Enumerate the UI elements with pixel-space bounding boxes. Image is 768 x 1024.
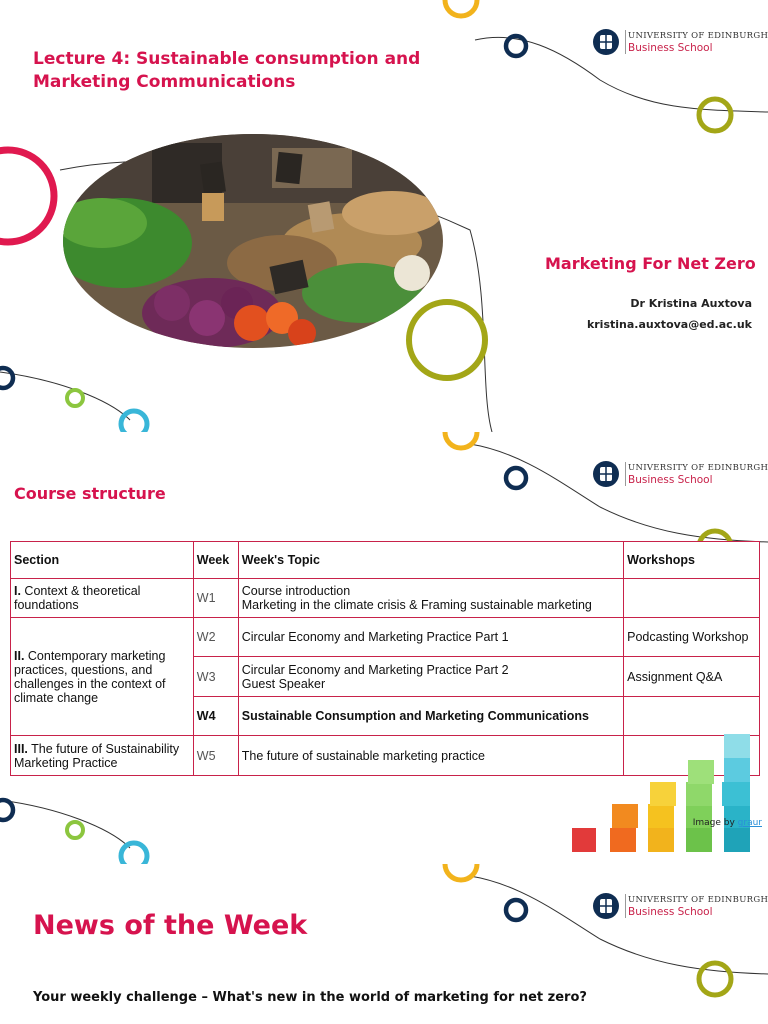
author-email: kristina.auxtova@ed.ac.uk <box>586 318 752 331</box>
university-name: UNIVERSITY OF EDINBURGH <box>628 895 768 905</box>
table-row <box>11 579 760 618</box>
school-name: Business School <box>628 42 713 54</box>
gold-ring <box>445 432 477 448</box>
image-credit-link[interactable]: graur <box>737 818 762 828</box>
header-section: Section <box>11 542 194 579</box>
workshop-cell: Podcasting Workshop <box>624 618 760 657</box>
market-produce-photo <box>62 133 446 349</box>
university-logo <box>592 28 768 64</box>
week-cell: W5 <box>193 736 238 776</box>
topic-cell: Sustainable Consumption and Marketing Communications <box>238 697 623 736</box>
olive-ring <box>699 99 731 131</box>
week-cell: W2 <box>193 618 238 657</box>
topic-cell: Course introduction Marketing in the climate crisis & Framing sustainable marketing <box>238 579 623 618</box>
gold-ring <box>445 864 477 880</box>
navy-ring <box>506 900 526 920</box>
topic-cell: Circular Economy and Marketing Practice Part 1 <box>238 618 623 657</box>
slide-title: News of the Week <box>33 910 308 941</box>
gold-ring <box>445 0 477 16</box>
navy-ring <box>506 468 526 488</box>
school-name: Business School <box>628 474 713 486</box>
lime-ring <box>67 390 83 406</box>
image-credit: Image by graur <box>692 818 762 828</box>
table-row <box>11 618 760 657</box>
rising-blocks-illustration <box>570 724 760 864</box>
week-cell: W3 <box>193 657 238 697</box>
slide-title <box>0 0 768 432</box>
university-name: UNIVERSITY OF EDINBURGH <box>628 31 768 41</box>
week-cell: W1 <box>193 579 238 618</box>
header-week: Week <box>193 542 238 579</box>
slide-news-of-the-week <box>0 864 768 1024</box>
weekly-challenge: Your weekly challenge – What's new in the world of marketing for net zero? <box>33 990 587 1005</box>
teal-ring <box>121 411 147 432</box>
week-cell: W4 <box>193 697 238 736</box>
section-cell: I. Context & theoretical foundations <box>11 579 194 618</box>
crest-icon <box>592 28 620 56</box>
topic-cell: The future of sustainable marketing practice <box>238 736 623 776</box>
section-cell: II. Contemporary marketing practices, questions, and challenges in the context of climate change <box>11 618 194 736</box>
header-workshops: Workshops <box>624 542 760 579</box>
university-name: UNIVERSITY OF EDINBURGH <box>628 463 768 473</box>
pink-ring <box>0 150 54 242</box>
teal-ring <box>121 843 147 864</box>
navy-ring <box>0 800 13 820</box>
table-header-row <box>11 542 760 579</box>
workshop-cell: Assignment Q&A <box>624 657 760 697</box>
course-title: Marketing For Net Zero <box>545 254 756 273</box>
header-topic: Week's Topic <box>238 542 623 579</box>
crest-icon <box>592 460 620 488</box>
olive-ring <box>699 963 731 995</box>
author-name: Dr Kristina Auxtova <box>630 297 752 310</box>
slide-course-structure <box>0 432 768 864</box>
section-cell: III. The future of Sustainability Marketing Practice <box>11 736 194 776</box>
topic-cell: Circular Economy and Marketing Practice Part 2 Guest Speaker <box>238 657 623 697</box>
crest-icon <box>592 892 620 920</box>
slide-title: Course structure <box>14 484 166 503</box>
university-logo <box>592 892 768 928</box>
school-name: Business School <box>628 906 713 918</box>
workshop-cell <box>624 579 760 618</box>
lecture-title: Lecture 4: Sustainable consumption and Marketing Communications <box>33 49 421 92</box>
lime-ring <box>67 822 83 838</box>
navy-ring <box>0 368 13 388</box>
university-logo <box>592 460 768 496</box>
